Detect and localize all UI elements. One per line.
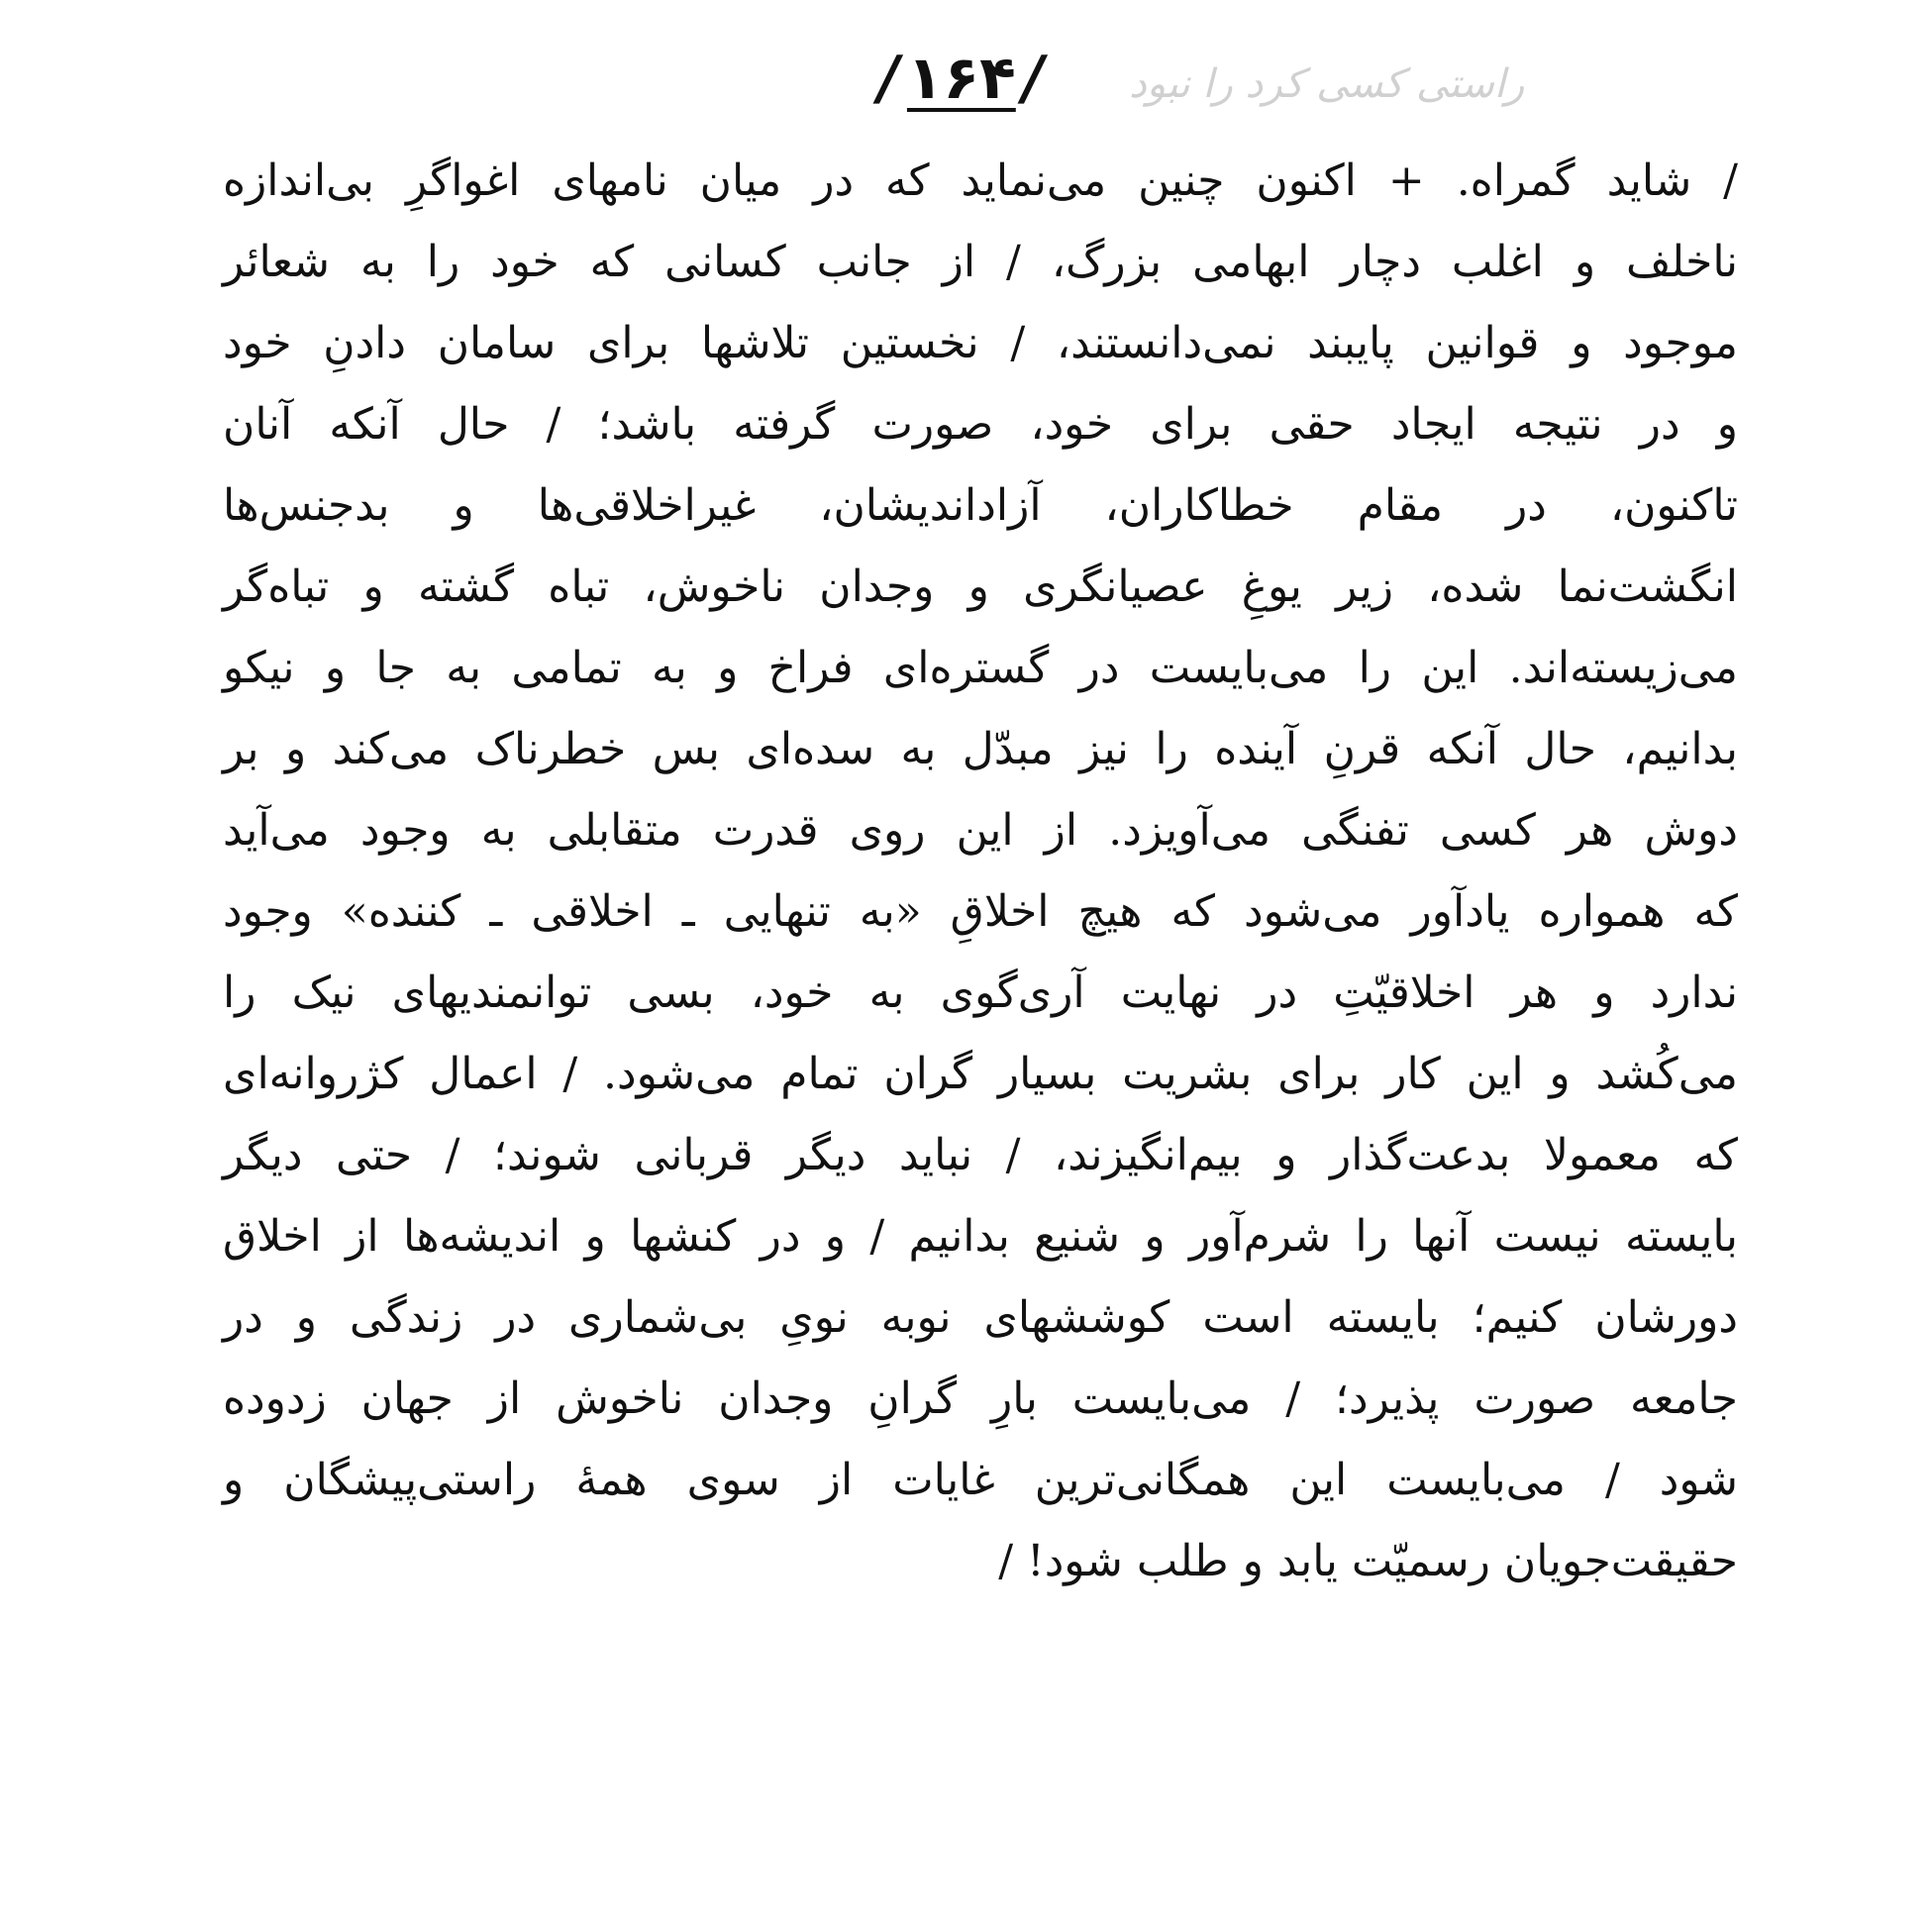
page-number bbox=[871, 44, 1052, 113]
text-line: دوش هر کسی تفنگی می‌آویزد. از این روی قدرت متقابلی به وجود می‌آید bbox=[223, 805, 1738, 856]
page-number-slash-right: / bbox=[870, 44, 908, 113]
text-line: تاکنون، در مقام خطاکاران، آزاداندیشان، غیراخلاقی‌ها و بدجنس‌ها bbox=[223, 480, 1738, 531]
text-line: / شاید گمراه. + اکنون چنین می‌نماید که در میان نامهای اغواگرِ بی‌اندازه bbox=[223, 155, 1738, 206]
page-number-slash-left: / bbox=[1015, 44, 1052, 113]
text-line: می‌زیسته‌اند. این را می‌بایست در گستره‌ای فراخ و به تمامی به جا و نیکو bbox=[223, 643, 1738, 693]
text-line: انگشت‌نما شده، زیر یوغِ عصیانگری و وجدان ناخوش، تباه گشته و تباه‌گر bbox=[223, 561, 1738, 612]
text-line: می‌کُشد و این کار برای بشریت بسیار گران تمام می‌شود. / اعمال کژروانه‌ای bbox=[223, 1049, 1738, 1099]
text-line: بدانیم، حال آنکه قرنِ آینده را نیز مبدّل به سده‌ای بس خطرناک می‌کند و بر bbox=[223, 724, 1738, 774]
text-line: بایسته نیست آنها را شرم‌آور و شنیع بدانیم / و در کنشها و اندیشه‌ها از اخلاق bbox=[223, 1211, 1738, 1262]
text-line: و در نتیجه ایجاد حقی برای خود، صورت گرفته باشد؛ / حال آنکه آنان bbox=[223, 399, 1738, 450]
body-text bbox=[223, 141, 1738, 1602]
page-header bbox=[0, 24, 1932, 133]
handwritten-note: راستی کسی کرد را نبود bbox=[1129, 61, 1525, 107]
text-line: که معمولا بدعت‌گذار و بیم‌انگیزند، / نباید دیگر قربانی شوند؛ / حتی دیگر bbox=[223, 1130, 1738, 1180]
text-line: دورشان کنیم؛ بایسته است کوششهای نوبه نویِ بی‌شماری در زندگی و در bbox=[223, 1292, 1738, 1343]
text-line: ناخلف و اغلب دچار ابهامی بزرگ، / از جانب کسانی که خود را به شعائر bbox=[223, 237, 1738, 287]
text-line: حقیقت‌جویان رسمیّت یابد و طلب شود! / bbox=[998, 1536, 1738, 1586]
text-line: که همواره یادآور می‌شود که هیچ اخلاقِ «به تنهایی ـ اخلاقی ـ کننده» وجود bbox=[223, 886, 1738, 937]
text-line: جامعه صورت پذیرد؛ / می‌بایست بارِ گرانِ وجدان ناخوش از جهان زدوده bbox=[223, 1373, 1738, 1424]
text-line: شود / می‌بایست این همگانی‌ترین غایات از سوی همهٔ راستی‌پیشگان و bbox=[223, 1455, 1738, 1505]
text-line: ندارد و هر اخلاقیّتِ در نهایت آری‌گوی به خود، بسی توانمندیهای نیک را bbox=[223, 967, 1738, 1018]
page-number-value: ۱۶۴ bbox=[906, 44, 1016, 113]
text-line: موجود و قوانین پایبند نمی‌دانستند، / نخستین تلاشها برای سامان دادنِ خود bbox=[223, 318, 1738, 368]
